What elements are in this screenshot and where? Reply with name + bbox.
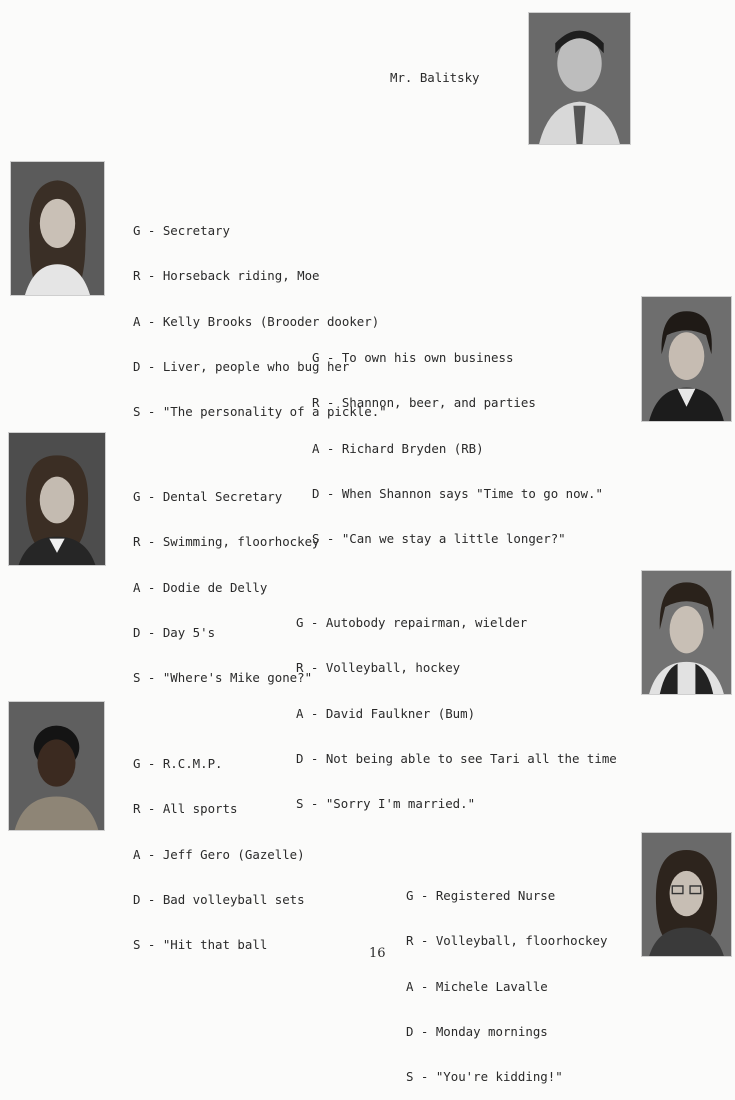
recreation-line: R - Volleyball, floorhockey [406, 933, 608, 949]
teacher-portrait-icon [529, 13, 630, 144]
dislike-line: D - Not being able to see Tari all the time [296, 751, 617, 767]
teacher-photo [528, 12, 631, 145]
student-entry [133, 726, 305, 968]
student-photo [8, 701, 105, 831]
student-portrait-icon [11, 162, 104, 295]
saying-line: S - "You're kidding!" [406, 1069, 563, 1085]
dislike-line: D - Bad volleyball sets [133, 892, 305, 908]
student-entry [133, 459, 320, 701]
saying-line: S - "Sorry I'm married." [296, 796, 476, 812]
dislike-line: D - Day 5's [133, 625, 216, 641]
goal-line: G - R.C.M.P. [133, 756, 223, 772]
goal-line: G - Autobody repairman, wielder [296, 615, 528, 631]
student-portrait-icon [642, 571, 731, 694]
saying-line: S - "Where's Mike gone?" [133, 670, 313, 686]
saying-line: S - "Hit that ball [133, 937, 268, 953]
alias-line: A - Kelly Brooks (Brooder dooker) [133, 313, 380, 329]
recreation-line: R - Swimming, floorhockey [133, 534, 320, 550]
page-number: 16 [369, 946, 386, 961]
alias-line: A - Richard Bryden (RB) [312, 440, 484, 456]
dislike-line: D - Monday mornings [406, 1024, 548, 1040]
student-photo [641, 832, 732, 957]
goal-line: G - Dental Secretary [133, 489, 283, 505]
goal-line: G - Registered Nurse [406, 888, 556, 904]
alias-line: A - Jeff Gero (Gazelle) [133, 846, 305, 862]
alias-line: A - Dodie de Delly [133, 579, 268, 595]
recreation-line: R - Shannon, beer, and parties [312, 395, 536, 411]
dislike-line: D - Liver, people who bug her [133, 359, 350, 375]
student-photo [641, 570, 732, 695]
student-entry [296, 585, 617, 827]
student-photo [8, 432, 106, 566]
alias-line: A - Michele Lavalle [406, 978, 548, 994]
student-portrait-icon [642, 833, 731, 956]
student-entry [312, 320, 603, 562]
student-portrait-icon [9, 433, 105, 565]
student-photo [641, 296, 732, 422]
dislike-line: D - When Shannon says "Time to go now." [312, 486, 603, 502]
student-portrait-icon [642, 297, 731, 421]
student-entry [406, 858, 607, 1100]
student-portrait-icon [9, 702, 104, 830]
recreation-line: R - Horseback riding, Moe [133, 268, 320, 284]
alias-line: A - David Faulkner (Bum) [296, 705, 476, 721]
recreation-line: R - All sports [133, 801, 238, 817]
recreation-line: R - Volleyball, hockey [296, 660, 461, 676]
teacher-name: Mr. Balitsky [390, 70, 480, 85]
saying-line: S - "The personality of a pickle." [133, 404, 387, 420]
student-photo [10, 161, 105, 296]
saying-line: S - "Can we stay a little longer?" [312, 531, 566, 547]
goal-line: G - To own his own business [312, 350, 514, 366]
goal-line: G - Secretary [133, 223, 230, 239]
